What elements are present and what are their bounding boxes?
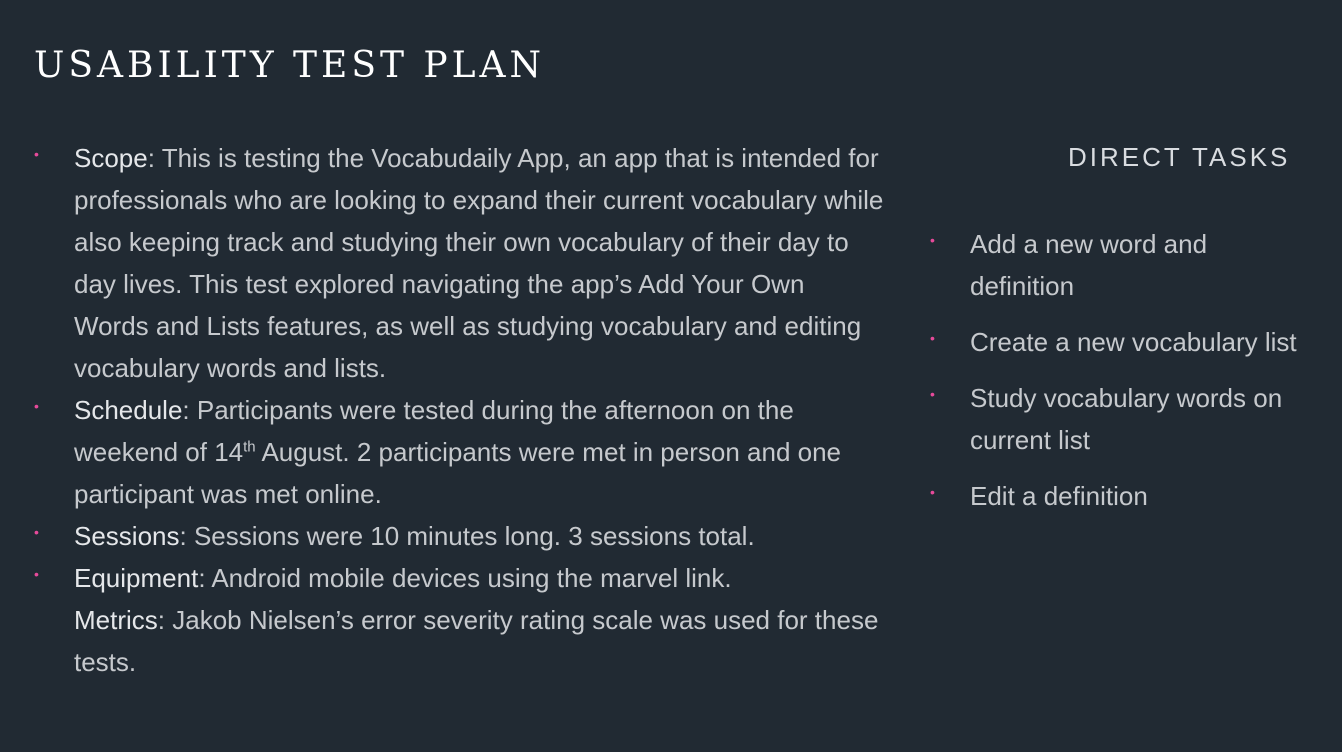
task-item (930, 377, 1310, 461)
list-item-equipment (34, 557, 884, 683)
task-item (930, 223, 1310, 307)
slide-title: USABILITY TEST PLAN (34, 45, 546, 86)
list-item-scope (34, 137, 884, 389)
list-item-schedule (34, 389, 884, 515)
task-label: Edit a definition (970, 481, 1148, 511)
task-label: Add a new word and definition (970, 229, 1208, 301)
task-label: Study vocabulary words on current list (970, 383, 1283, 455)
bullet-icon: • (930, 330, 935, 346)
bullet-icon: • (930, 386, 935, 402)
scope-text: : This is testing the Vocabudaily App, an app that is intended for professionals who are looking to expand their current vocabulary while also keeping track and studying their own vocabulary of their day to day lives. This test explored navigating the app’s Add Your Own Words and Lists features, as well as studying vocabulary and editing vocabulary words and lists. (74, 143, 884, 383)
bullet-icon: • (34, 398, 39, 414)
sessions-term: Sessions (74, 521, 180, 551)
equipment-term: Equipment (74, 563, 199, 593)
bullet-icon: • (34, 146, 39, 162)
bullet-icon: • (930, 232, 935, 248)
sessions-text: : Sessions were 10 minutes long. 3 sessions total. (179, 521, 755, 551)
bullet-icon: • (34, 524, 39, 540)
task-item (930, 475, 1310, 517)
schedule-term: Schedule (74, 395, 183, 425)
date-suffix: th (243, 438, 256, 456)
metrics-text: : Jakob Nielsen’s error severity rating scale was used for these tests. (74, 605, 879, 677)
scope-term: Scope (74, 143, 148, 173)
direct-tasks-heading: DIRECT TASKS (1068, 142, 1291, 172)
list-item-sessions (34, 515, 884, 557)
equipment-text: : Android mobile devices using the marvel link. (198, 563, 732, 593)
metrics-line (74, 599, 884, 683)
bullet-icon: • (930, 484, 935, 500)
schedule-text-before: : Participants were tested during the afternoon on the weekend of 14 (74, 395, 794, 467)
schedule-text-after: August. 2 participants were met in person and one participant was met online. (74, 437, 842, 509)
bullet-icon: • (34, 566, 39, 582)
test-plan-list (34, 137, 884, 683)
direct-tasks-list (930, 223, 1310, 531)
task-item (930, 321, 1310, 363)
metrics-term: Metrics (74, 605, 158, 635)
task-label: Create a new vocabulary list (970, 327, 1297, 357)
